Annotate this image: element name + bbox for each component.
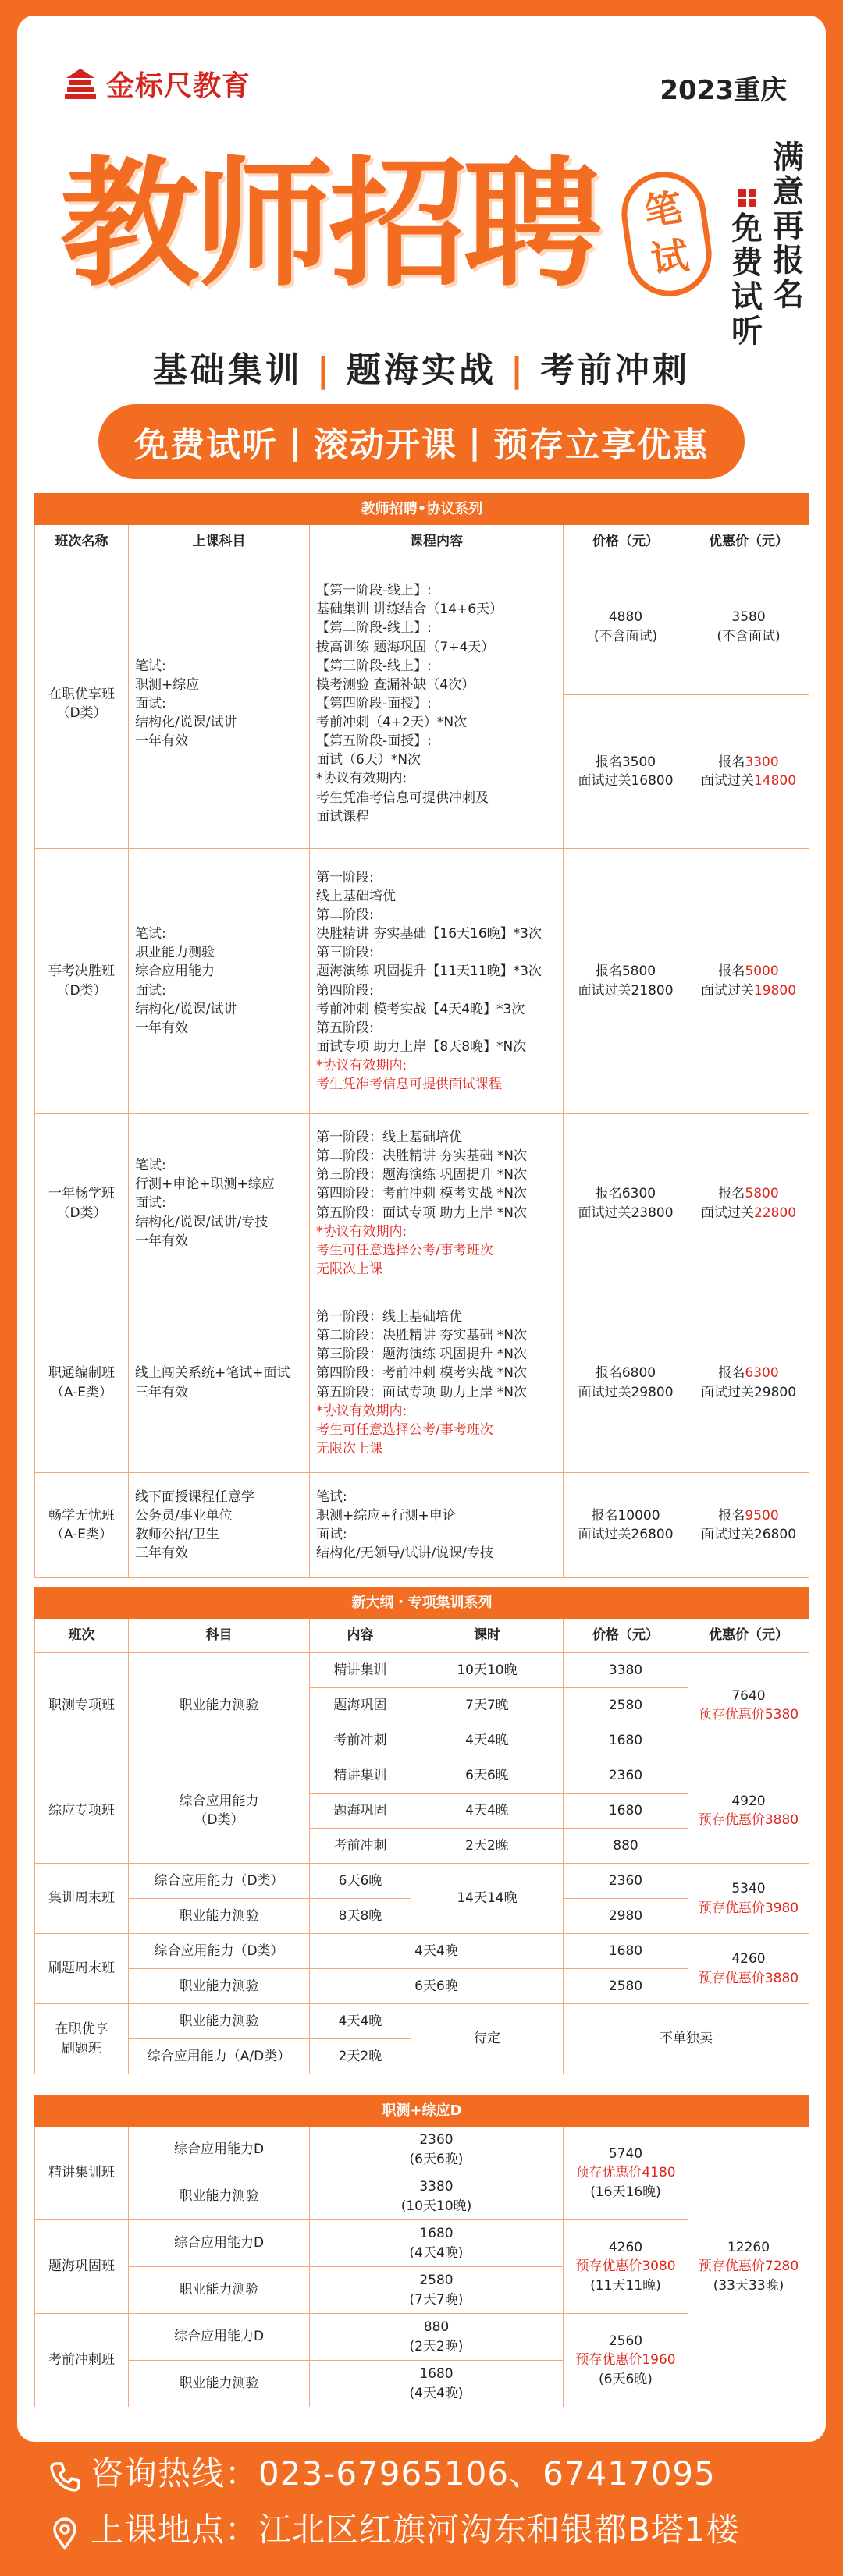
price: 2580 bbox=[564, 1969, 688, 2004]
class-name: 在职优享班 （D类） bbox=[35, 559, 129, 849]
price: 3380 (10天10晚) bbox=[310, 2173, 564, 2220]
tagline-3: 考前冲刺 bbox=[540, 350, 691, 390]
headline-title: 教师招聘 bbox=[60, 142, 597, 305]
subtotal: 5740 预存优惠价4180 (16天16晚) bbox=[564, 2127, 688, 2220]
dots-icon bbox=[738, 189, 756, 207]
seal-char-1: 笔 bbox=[641, 185, 685, 234]
subject: 职业能力测验 bbox=[129, 2361, 310, 2407]
subject: 职业能力测验 bbox=[129, 1899, 310, 1934]
price: 报名3500 面试过关16800 bbox=[564, 695, 688, 849]
class-subjects: 笔试: 职测+综应 面试: 结构化/说课/试讲 一年有效 bbox=[129, 559, 310, 849]
subject: 综合应用能力（D类） bbox=[129, 1934, 310, 1969]
promo-price: 报名9500 面试过关26800 bbox=[688, 1473, 809, 1578]
price: 1680 (4天4晚) bbox=[310, 2220, 564, 2267]
promo-price: 3580 (不含面试) bbox=[688, 559, 809, 695]
hours: 6天6晚 bbox=[310, 1969, 564, 2004]
footer bbox=[47, 2446, 740, 2558]
brand-name: 金标尺教育 bbox=[106, 70, 251, 102]
class-name: 题海巩固班 bbox=[35, 2220, 129, 2314]
tagline-1: 基础集训 bbox=[152, 350, 303, 390]
agreement-series-table bbox=[34, 493, 809, 1578]
brand bbox=[62, 64, 251, 104]
content: 考前冲刺 bbox=[310, 1723, 411, 1758]
combo-table bbox=[34, 2095, 809, 2407]
price: 2980 bbox=[564, 1899, 688, 1934]
location-icon bbox=[47, 2512, 83, 2548]
hours: 4天4晚 bbox=[411, 1794, 564, 1829]
taglines: 基础集训 | 题海实战 | 考前冲刺 bbox=[152, 350, 691, 390]
phone-icon bbox=[47, 2456, 83, 2492]
col-header: 班次 bbox=[35, 1619, 129, 1653]
class-name: 综应专项班 bbox=[35, 1758, 129, 1864]
class-name: 职通编制班 （A-E类） bbox=[35, 1293, 129, 1473]
content: 2天2晚 bbox=[310, 2039, 411, 2074]
hours: 14天14晚 bbox=[411, 1864, 564, 1934]
price: 不单独卖 bbox=[564, 2004, 809, 2074]
pill-item-2: 滚动开课 bbox=[314, 425, 457, 465]
price: 1680 bbox=[564, 1934, 688, 1969]
col-header: 课时 bbox=[411, 1619, 564, 1653]
price: 880 (2天2晚) bbox=[310, 2314, 564, 2361]
content: 精讲集训 bbox=[310, 1758, 411, 1794]
content: 题海巩固 bbox=[310, 1794, 411, 1829]
price: 2580 (7天7晚) bbox=[310, 2267, 564, 2314]
pagoda-logo-icon bbox=[62, 66, 98, 102]
section1-title: 教师招聘•协议系列 bbox=[35, 494, 809, 525]
year-city: 2023重庆 bbox=[660, 75, 787, 106]
subject: 职业能力测验 bbox=[129, 2004, 310, 2039]
price: 1680 bbox=[564, 1723, 688, 1758]
class-subjects: 笔试: 职业能力测验 综合应用能力 面试: 结构化/说课/试讲 一年有效 bbox=[129, 849, 310, 1114]
content: 8天8晚 bbox=[310, 1899, 411, 1934]
class-name: 集训周末班 bbox=[35, 1864, 129, 1934]
price: 报名5800 面试过关21800 bbox=[564, 849, 688, 1114]
col-header: 上课科目 bbox=[129, 525, 310, 559]
promo-price: 7640 预存优惠价5380 bbox=[688, 1653, 809, 1758]
price: 报名6300 面试过关23800 bbox=[564, 1114, 688, 1293]
col-header: 内容 bbox=[310, 1619, 411, 1653]
price: 报名6800 面试过关29800 bbox=[564, 1293, 688, 1473]
price: 2360 bbox=[564, 1864, 688, 1899]
hotline: 咨询热线：023-67965106、67417095 bbox=[91, 2454, 716, 2493]
class-name: 职测专项班 bbox=[35, 1653, 129, 1758]
poster-card bbox=[17, 16, 826, 2442]
seal-char-2: 试 bbox=[648, 233, 692, 282]
hours: 4天4晚 bbox=[310, 1934, 564, 1969]
subject: 综合应用能力（D类） bbox=[129, 1864, 310, 1899]
price: 880 bbox=[564, 1829, 688, 1864]
price: 3380 bbox=[564, 1653, 688, 1688]
col-header: 课程内容 bbox=[310, 525, 564, 559]
class-content: 第一阶段: 线上基础培优 第二阶段: 决胜精讲 夯实基础【16天16晚】*3次 第三阶段: 题海演练 巩固提升【11天11晚】*3次 第四阶段: 考前冲刺 模考实战【4天4晚】*3次 第五阶段: 面试专项 助力上岸【8天8晚】*N次 *协议有效期内: 考生凭准考信息可提供面试课程 bbox=[310, 849, 564, 1114]
subtotal: 4260 预存优惠价3080 (11天11晚) bbox=[564, 2220, 688, 2314]
class-name: 一年畅学班 （D类） bbox=[35, 1114, 129, 1293]
side-slogan-2: 免费试听 bbox=[731, 211, 763, 349]
side-slogan-2-wrap bbox=[727, 186, 767, 349]
tagline-2: 题海实战 bbox=[347, 350, 496, 390]
subject: 综合应用能力D bbox=[129, 2314, 310, 2361]
pill-item-1: 免费试听 bbox=[133, 425, 278, 465]
section2-title: 新大纲・专项集训系列 bbox=[35, 1588, 809, 1619]
side-slogan-1: 满意再报名 bbox=[773, 140, 804, 313]
col-header: 优惠价（元） bbox=[688, 1619, 809, 1653]
promo-price: 报名5800 面试过关22800 bbox=[688, 1114, 809, 1293]
subject: 综合应用能力D bbox=[129, 2220, 310, 2267]
col-header: 科目 bbox=[129, 1619, 310, 1653]
promo-price: 报名5000 面试过关19800 bbox=[688, 849, 809, 1114]
hours: 10天10晚 bbox=[411, 1653, 564, 1688]
class-content: 第一阶段：线上基础培优 第二阶段：决胜精讲 夯实基础 *N次 第三阶段：题海演练 巩固提升 *N次 第四阶段：考前冲刺 模考实战 *N次 第五阶段：面试专项 助力上岸 *N次 *协议有效期内: 考生可任意选择公考/事考班次 无限次上课 bbox=[310, 1114, 564, 1293]
hours: 6天6晚 bbox=[411, 1758, 564, 1794]
subject: 综合应用能力 （D类） bbox=[129, 1758, 310, 1864]
subject: 职业能力测验 bbox=[129, 1969, 310, 2004]
class-subjects: 线上闯关系统+笔试+面试 三年有效 bbox=[129, 1293, 310, 1473]
class-subjects: 线下面授课程任意学 公务员/事业单位 教师公招/卫生 三年有效 bbox=[129, 1473, 310, 1578]
content: 题海巩固 bbox=[310, 1688, 411, 1723]
content: 精讲集训 bbox=[310, 1653, 411, 1688]
class-name: 事考决胜班 （D类） bbox=[35, 849, 129, 1114]
content: 4天4晚 bbox=[310, 2004, 411, 2039]
price: 报名10000 面试过关26800 bbox=[564, 1473, 688, 1578]
headline bbox=[60, 142, 677, 320]
class-subjects: 笔试: 行测+申论+职测+综应 面试: 结构化/说课/试讲/专技 一年有效 bbox=[129, 1114, 310, 1293]
col-header: 价格（元） bbox=[564, 1619, 688, 1653]
class-content: 第一阶段：线上基础培优 第二阶段：决胜精讲 夯实基础 *N次 第三阶段：题海演练 巩固提升 *N次 第四阶段：考前冲刺 模考实战 *N次 第五阶段：面试专项 助力上岸 *N次 *协议有效期内: 考生可任意选择公考/事考班次 无限次上课 bbox=[310, 1293, 564, 1473]
subject: 综合应用能力D bbox=[129, 2127, 310, 2173]
class-name: 精讲集训班 bbox=[35, 2127, 129, 2220]
price: 1680 (4天4晚) bbox=[310, 2361, 564, 2407]
content: 6天6晚 bbox=[310, 1864, 411, 1899]
col-header: 班次名称 bbox=[35, 525, 129, 559]
price: 1680 bbox=[564, 1794, 688, 1829]
price: 2580 bbox=[564, 1688, 688, 1723]
price: 2360 bbox=[564, 1758, 688, 1794]
promo-price: 4920 预存优惠价3880 bbox=[688, 1758, 809, 1864]
hours: 2天2晚 bbox=[411, 1829, 564, 1864]
promo-price: 报名3300 面试过关14800 bbox=[688, 695, 809, 849]
promo-price: 4260 预存优惠价3880 bbox=[688, 1934, 809, 2004]
promo-price: 5340 预存优惠价3980 bbox=[688, 1864, 809, 1934]
subject: 职业能力测验 bbox=[129, 1653, 310, 1758]
subject: 综合应用能力（A/D类） bbox=[129, 2039, 310, 2074]
content: 考前冲刺 bbox=[310, 1829, 411, 1864]
hours: 7天7晚 bbox=[411, 1688, 564, 1723]
hours: 4天4晚 bbox=[411, 1723, 564, 1758]
price: 4880 (不含面试) bbox=[564, 559, 688, 695]
price: 2360 (6天6晚) bbox=[310, 2127, 564, 2173]
section3-title: 职测+综应D bbox=[35, 2095, 809, 2127]
class-name: 考前冲刺班 bbox=[35, 2314, 129, 2407]
class-content: 笔试: 职测+综应+行测+申论 面试: 结构化/无领导/试讲/说课/专技 bbox=[310, 1473, 564, 1578]
total-price: 12260 预存优惠价7280 (33天33晚) bbox=[688, 2127, 809, 2407]
class-content: 【第一阶段-线上】: 基础集训 讲练结合（14+6天） 【第二阶段-线上】: 拔高训练 题海巩固（7+4天） 【第三阶段-线上】: 模考测验 查漏补缺（4次） 【第四阶段-面授】: 考前冲刺（4+2天）*N次 【第五阶段-面授】: 面试（6天）*N次 *协议有效期内: 考生凭准考信息可提供冲刺及 面试课程 bbox=[310, 559, 564, 849]
col-header: 优惠价（元） bbox=[688, 525, 809, 559]
subtotal: 2560 预存优惠价1960 (6天6晚) bbox=[564, 2314, 688, 2407]
promo-pill: 免费试听 | 滚动开课 | 预存立享优惠 bbox=[98, 404, 745, 479]
address: 上课地点：江北区红旗河沟东和银都B塔1楼 bbox=[91, 2510, 740, 2549]
special-training-table bbox=[34, 1587, 809, 2074]
subject: 职业能力测验 bbox=[129, 2173, 310, 2220]
promo-price: 报名6300 面试过关29800 bbox=[688, 1293, 809, 1473]
col-header: 价格（元） bbox=[564, 525, 688, 559]
subject: 职业能力测验 bbox=[129, 2267, 310, 2314]
hours: 待定 bbox=[411, 2004, 564, 2074]
class-name: 畅学无忧班 （A-E类） bbox=[35, 1473, 129, 1578]
pill-item-3: 预存立享优惠 bbox=[493, 425, 710, 465]
class-name: 刷题周末班 bbox=[35, 1934, 129, 2004]
class-name: 在职优享 刷题班 bbox=[35, 2004, 129, 2074]
